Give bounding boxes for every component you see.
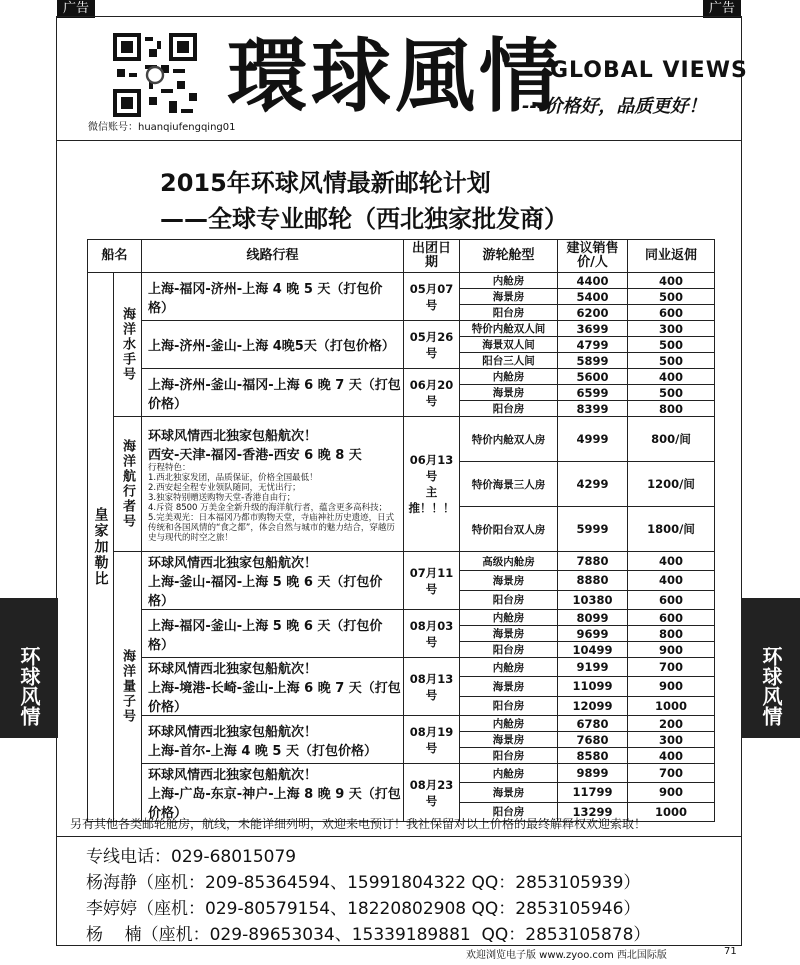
cabin-type: 高级内舱房 (460, 552, 558, 571)
route-title: 环球风情西北独家包船航次！ (148, 724, 318, 740)
price: 3699 (558, 321, 628, 337)
ad-tag-right: 广告 (703, 0, 741, 18)
header-date: 出团日期 (404, 240, 460, 273)
cabin-type: 特价阳台双人房 (460, 507, 558, 552)
cabin-type: 海景房 (460, 677, 558, 696)
ship-name: 海洋量子号 (114, 552, 142, 822)
rebate: 600 (628, 305, 715, 321)
route-feature: 1.西北独家发团，品质保证，价格全国最低！ (148, 473, 318, 483)
departure-date (404, 369, 460, 417)
page-title: 2015年环球风情最新邮轮计划 (160, 169, 491, 197)
route-cell (142, 610, 404, 658)
date-text: 05月26号 (409, 329, 454, 360)
contacts (86, 844, 650, 948)
table-row (88, 716, 715, 732)
rebate: 400 (628, 748, 715, 764)
price: 11099 (558, 677, 628, 696)
rebate: 200 (628, 716, 715, 732)
table-row (88, 764, 715, 783)
route-title: 环球风情西北独家包船航次！ (148, 429, 318, 444)
cabin-type: 阳台三人间 (460, 353, 558, 369)
price: 4400 (558, 273, 628, 289)
qr-code-icon (113, 33, 197, 117)
route-title: 上海-福冈-济州-上海 4 晚 5 天（打包价格） (148, 281, 383, 316)
table-row (88, 417, 715, 462)
route-itinerary: 西安-天津-福冈-香港-西安 6 晚 8 天 (148, 448, 362, 463)
rebate: 500 (628, 337, 715, 353)
price: 4999 (558, 417, 628, 462)
cabin-type: 特价内舱双人间 (460, 321, 558, 337)
route-title: 上海-济州-釜山-福冈-上海 6 晚 7 天（打包价格） (148, 377, 401, 412)
cabin-type: 阳台房 (460, 696, 558, 715)
cabin-type: 特价内舱双人房 (460, 417, 558, 462)
date-text: 06月13号 (409, 453, 454, 483)
price: 6599 (558, 385, 628, 401)
rebate: 800/间 (628, 417, 715, 462)
price: 9199 (558, 658, 628, 677)
cabin-type: 阳台房 (460, 305, 558, 321)
route-title: 环球风情西北独家包船航次！ (148, 556, 318, 571)
departure-date (404, 658, 460, 716)
route-cell (142, 658, 404, 716)
ship-name: 海洋航行者号 (114, 417, 142, 552)
table-header (88, 240, 715, 273)
rebate: 400 (628, 273, 715, 289)
rebate: 400 (628, 552, 715, 571)
rebate: 400 (628, 571, 715, 590)
route-feature: 行程特色： (148, 463, 191, 473)
contact-person: 杨海静（座机：209-85364594、15991804322 QQ：2853105939） (86, 873, 641, 893)
route-cell (142, 273, 404, 321)
footnote: 另有其他各类邮轮舱房，航线，未能详细列明，欢迎来电预订！我社保留对以上价格的最终解释权欢迎索取！ (70, 817, 647, 831)
rebate: 700 (628, 658, 715, 677)
price: 8399 (558, 401, 628, 417)
price: 13299 (558, 802, 628, 821)
price: 7880 (558, 552, 628, 571)
page-number: 71 (724, 946, 737, 957)
route-cell (142, 764, 404, 822)
departure-date (404, 417, 460, 552)
date-note: 主推！！！ (408, 485, 455, 515)
cabin-type: 阳台房 (460, 642, 558, 658)
price: 9699 (558, 626, 628, 642)
rebate: 900 (628, 642, 715, 658)
departure-date (404, 321, 460, 369)
route-title: 上海-福冈-釜山-上海 5 晚 6 天（打包价格） (148, 618, 383, 653)
price: 4299 (558, 462, 628, 507)
route-title: 上海-济州-釜山-上海 4晚5天（打包价格） (148, 339, 395, 354)
brand-english: GLOBAL VIEWS (550, 58, 748, 83)
route-itinerary: 上海-釜山-福冈-上海 5 晚 6 天（打包价格） (148, 575, 383, 609)
price: 7680 (558, 732, 628, 748)
contact-hotline: 专线电话：029-68015079 (86, 847, 297, 867)
route-title: 环球风情西北独家包船航次！ (148, 662, 318, 677)
side-banner-left: 环球风情 (0, 598, 58, 738)
rebate: 500 (628, 353, 715, 369)
brand-logo: 環球風情 (227, 29, 563, 123)
rebate: 800 (628, 626, 715, 642)
rebate: 700 (628, 764, 715, 783)
departure-date (404, 716, 460, 764)
page-subtitle: ——全球专业邮轮（西北独家批发商） (160, 205, 568, 233)
wechat-id: 微信账号：huanqiufengqing01 (88, 122, 236, 133)
header-ship: 船名 (88, 240, 142, 273)
route-cell (142, 369, 404, 417)
contact-person: 杨 楠（座机：029-89653034、15339189881 QQ：2853105878） (86, 925, 651, 945)
cabin-type: 海景房 (460, 289, 558, 305)
price: 8880 (558, 571, 628, 590)
departure-date (404, 552, 460, 610)
route-cell (142, 552, 404, 610)
date-text: 06月20号 (409, 377, 454, 408)
rebate: 500 (628, 289, 715, 305)
rebate: 800 (628, 401, 715, 417)
cabin-type: 内舱房 (460, 273, 558, 289)
date-text: 08月23号 (409, 777, 454, 808)
cabin-type: 内舱房 (460, 716, 558, 732)
cabin-type: 海景房 (460, 385, 558, 401)
cabin-type: 内舱房 (460, 610, 558, 626)
cabin-type: 内舱房 (460, 658, 558, 677)
header-rebate: 同业返佣 (628, 240, 715, 273)
price: 9899 (558, 764, 628, 783)
price: 5899 (558, 353, 628, 369)
route-itinerary: 上海-广岛-东京-神户-上海 8 晚 9 天（打包价格） (148, 787, 401, 821)
cabin-type: 特价海景三人房 (460, 462, 558, 507)
contact-person: 李婷婷（座机：029-80579154、18220802908 QQ：2853105946） (86, 899, 641, 919)
price: 6780 (558, 716, 628, 732)
cabin-type: 海景房 (460, 732, 558, 748)
price: 10499 (558, 642, 628, 658)
cruise-price-table (87, 239, 715, 822)
date-text: 08月19号 (409, 724, 454, 755)
slogan: ---价格好，品质更好！ (522, 96, 707, 117)
price: 5999 (558, 507, 628, 552)
cabin-type: 海景房 (460, 626, 558, 642)
rebate: 300 (628, 732, 715, 748)
cabin-type: 内舱房 (460, 369, 558, 385)
cabin-type: 海景房 (460, 783, 558, 802)
cabin-type: 海景双人间 (460, 337, 558, 353)
route-itinerary: 上海-首尔-上海 4 晚 5 天（打包价格） (148, 743, 378, 759)
header-price: 建议销售价/人 (558, 240, 628, 273)
table-row (88, 610, 715, 626)
departure-date (404, 273, 460, 321)
ad-tag-left: 广告 (57, 0, 95, 18)
departure-date (404, 764, 460, 822)
rebate: 900 (628, 677, 715, 696)
rebate: 600 (628, 610, 715, 626)
contacts-divider (57, 836, 741, 837)
cruise-line-name: 皇家加勒比 (88, 273, 114, 822)
table-row (88, 658, 715, 677)
footer-text: 欢迎浏览电子版 www.zyoo.com 西北国际版 (466, 950, 667, 961)
route-feature: 3.独家特别赠送购物天堂-香港自由行； (148, 493, 296, 503)
cabin-type: 海景房 (460, 571, 558, 590)
cabin-type: 阳台房 (460, 748, 558, 764)
side-banner-right: 环球风情 (742, 598, 800, 738)
price: 4799 (558, 337, 628, 353)
date-text: 05月07号 (409, 281, 454, 312)
route-cell (142, 417, 404, 552)
ship-name: 海洋水手号 (114, 273, 142, 417)
rebate: 600 (628, 590, 715, 609)
price: 12099 (558, 696, 628, 715)
route-itinerary: 上海-境港-长崎-釜山-上海 6 晚 7 天（打包价格） (148, 681, 401, 715)
route-feature: 2.西安起全程专业领队随同，无忧出行； (148, 483, 301, 493)
price: 8099 (558, 610, 628, 626)
departure-date (404, 610, 460, 658)
rebate: 300 (628, 321, 715, 337)
price: 8580 (558, 748, 628, 764)
table-row (88, 321, 715, 337)
cabin-type: 内舱房 (460, 764, 558, 783)
price: 6200 (558, 305, 628, 321)
rebate: 1000 (628, 696, 715, 715)
date-text: 08月13号 (409, 671, 454, 702)
header-route: 线路行程 (142, 240, 404, 273)
date-text: 07月11号 (409, 565, 454, 596)
cabin-type: 阳台房 (460, 802, 558, 821)
rebate: 1000 (628, 802, 715, 821)
rebate: 1800/间 (628, 507, 715, 552)
route-feature: 4.斥资 8500 万美金全新升级的海洋航行者，蕴含更多高科技； (148, 503, 388, 513)
rebate: 900 (628, 783, 715, 802)
date-text: 08月03号 (409, 618, 454, 649)
rebate: 500 (628, 385, 715, 401)
price: 5600 (558, 369, 628, 385)
route-cell (142, 321, 404, 369)
route-feature: 5.完美观光：日本福冈乃都市购物天堂，寺庙神社历史遗迹，日式传统和各国风情的“食之都”，体会自然与城市的魅力结合，穿越历史与现代的时空之旅！ (148, 513, 395, 543)
price: 10380 (558, 590, 628, 609)
table-row (88, 369, 715, 385)
table-row (88, 273, 715, 289)
route-cell (142, 716, 404, 764)
route-title: 环球风情西北独家包船航次！ (148, 768, 318, 783)
header-divider (57, 140, 741, 141)
price: 5400 (558, 289, 628, 305)
rebate: 400 (628, 369, 715, 385)
rebate: 1200/间 (628, 462, 715, 507)
table-row (88, 552, 715, 571)
price: 11799 (558, 783, 628, 802)
cabin-type: 阳台房 (460, 590, 558, 609)
header-cabin: 游轮舱型 (460, 240, 558, 273)
cabin-type: 阳台房 (460, 401, 558, 417)
